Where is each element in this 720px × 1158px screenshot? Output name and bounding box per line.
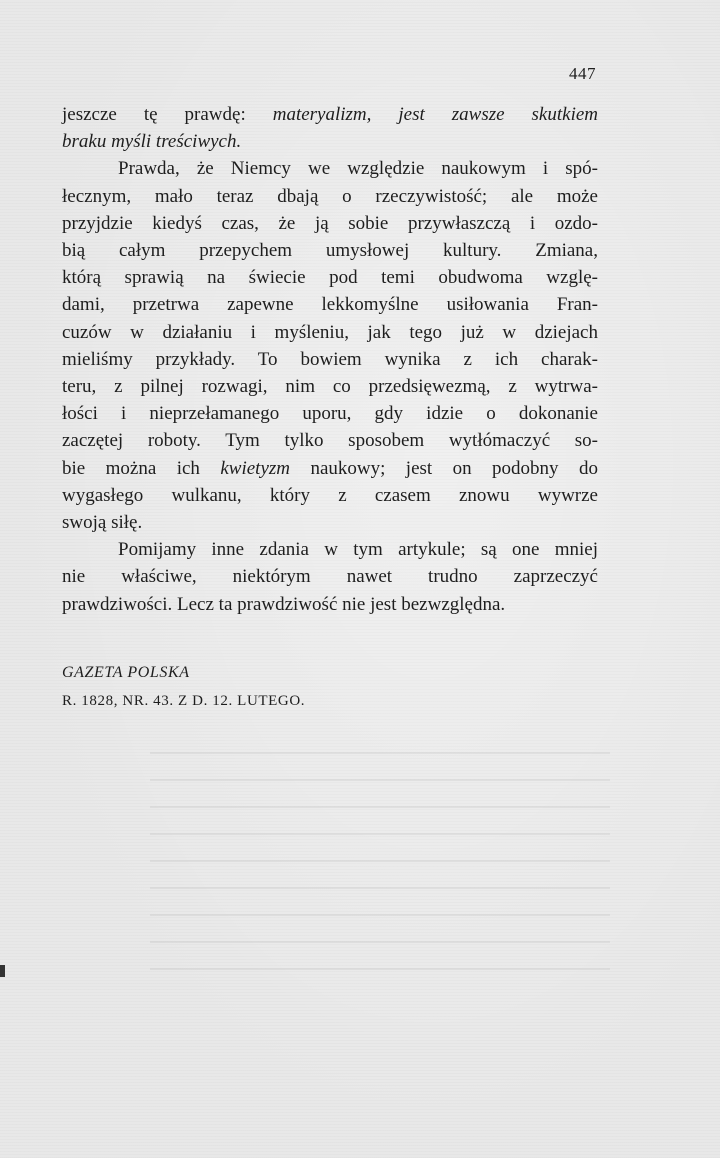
text-line: przyjdzie kiedyś czas, że ją sobie przywłaszczą i ozdo- — [62, 212, 598, 234]
text-line: mieliśmy przykłady. To bowiem wynika z ich charak- — [62, 348, 598, 370]
scan-edge-mark — [0, 965, 5, 977]
bleed-through-texture — [150, 740, 610, 970]
text-line: swoją siłę. — [62, 512, 143, 534]
source-issue: R. 1828, NR. 43. Z D. 12. LUTEGO. — [62, 693, 306, 709]
text-line: łecznym, mało teraz dbają o rzeczywistość; ale może — [62, 185, 598, 207]
text-line: zaczętej roboty. Tym tylko sposobem wytłómaczyć so- — [62, 430, 598, 452]
text-run: naukowy; jest on podobny do — [290, 457, 598, 479]
text-line: braku myśli treściwych. — [62, 131, 242, 153]
text-run: jeszcze tę prawdę: — [62, 104, 273, 125]
source-citation — [62, 659, 305, 715]
paragraph-first-line: Pomijamy inne zdania w tym artykule; są one mniej — [118, 539, 598, 561]
text-run: bie można ich — [62, 457, 221, 479]
text-line: nie właściwe, niektórym nawet trudno zaprzeczyć — [62, 566, 598, 588]
italic-text-run: materyalizm, jest zawsze skutkiem — [272, 104, 599, 125]
text-line — [62, 455, 598, 482]
italic-text-run: kwietyzm — [220, 457, 291, 479]
text-line: cuzów w działaniu i myśleniu, jak tego już w dziejach — [62, 321, 598, 343]
page-number: 447 — [569, 64, 596, 83]
text-line: prawdziwości. Lecz ta prawdziwość nie jest bezwzględna. — [62, 593, 506, 615]
text-line: teru, z pilnej rozwagi, nim co przedsięwezmą, z wytrwa- — [62, 376, 598, 398]
text-line: wygasłego wulkanu, który z czasem znowu wywrze — [62, 484, 598, 506]
text-line: bią całym przepychem umysłowej kultury. Zmiana, — [62, 240, 598, 262]
text-line: łości i nieprzełamanego uporu, gdy idzie o dokonanie — [62, 403, 598, 425]
text-line: którą sprawią na świecie pod temi obudwoma wzglę- — [62, 267, 598, 289]
text-line — [62, 101, 598, 128]
body-text — [62, 101, 598, 618]
paragraph-first-line: Prawda, że Niemcy we względzie naukowym i spó- — [118, 158, 598, 180]
source-title: GAZETA POLSKA — [62, 664, 190, 681]
text-line: dami, przetrwa zapewne lekkomyślne usiłowania Fran- — [62, 294, 598, 316]
